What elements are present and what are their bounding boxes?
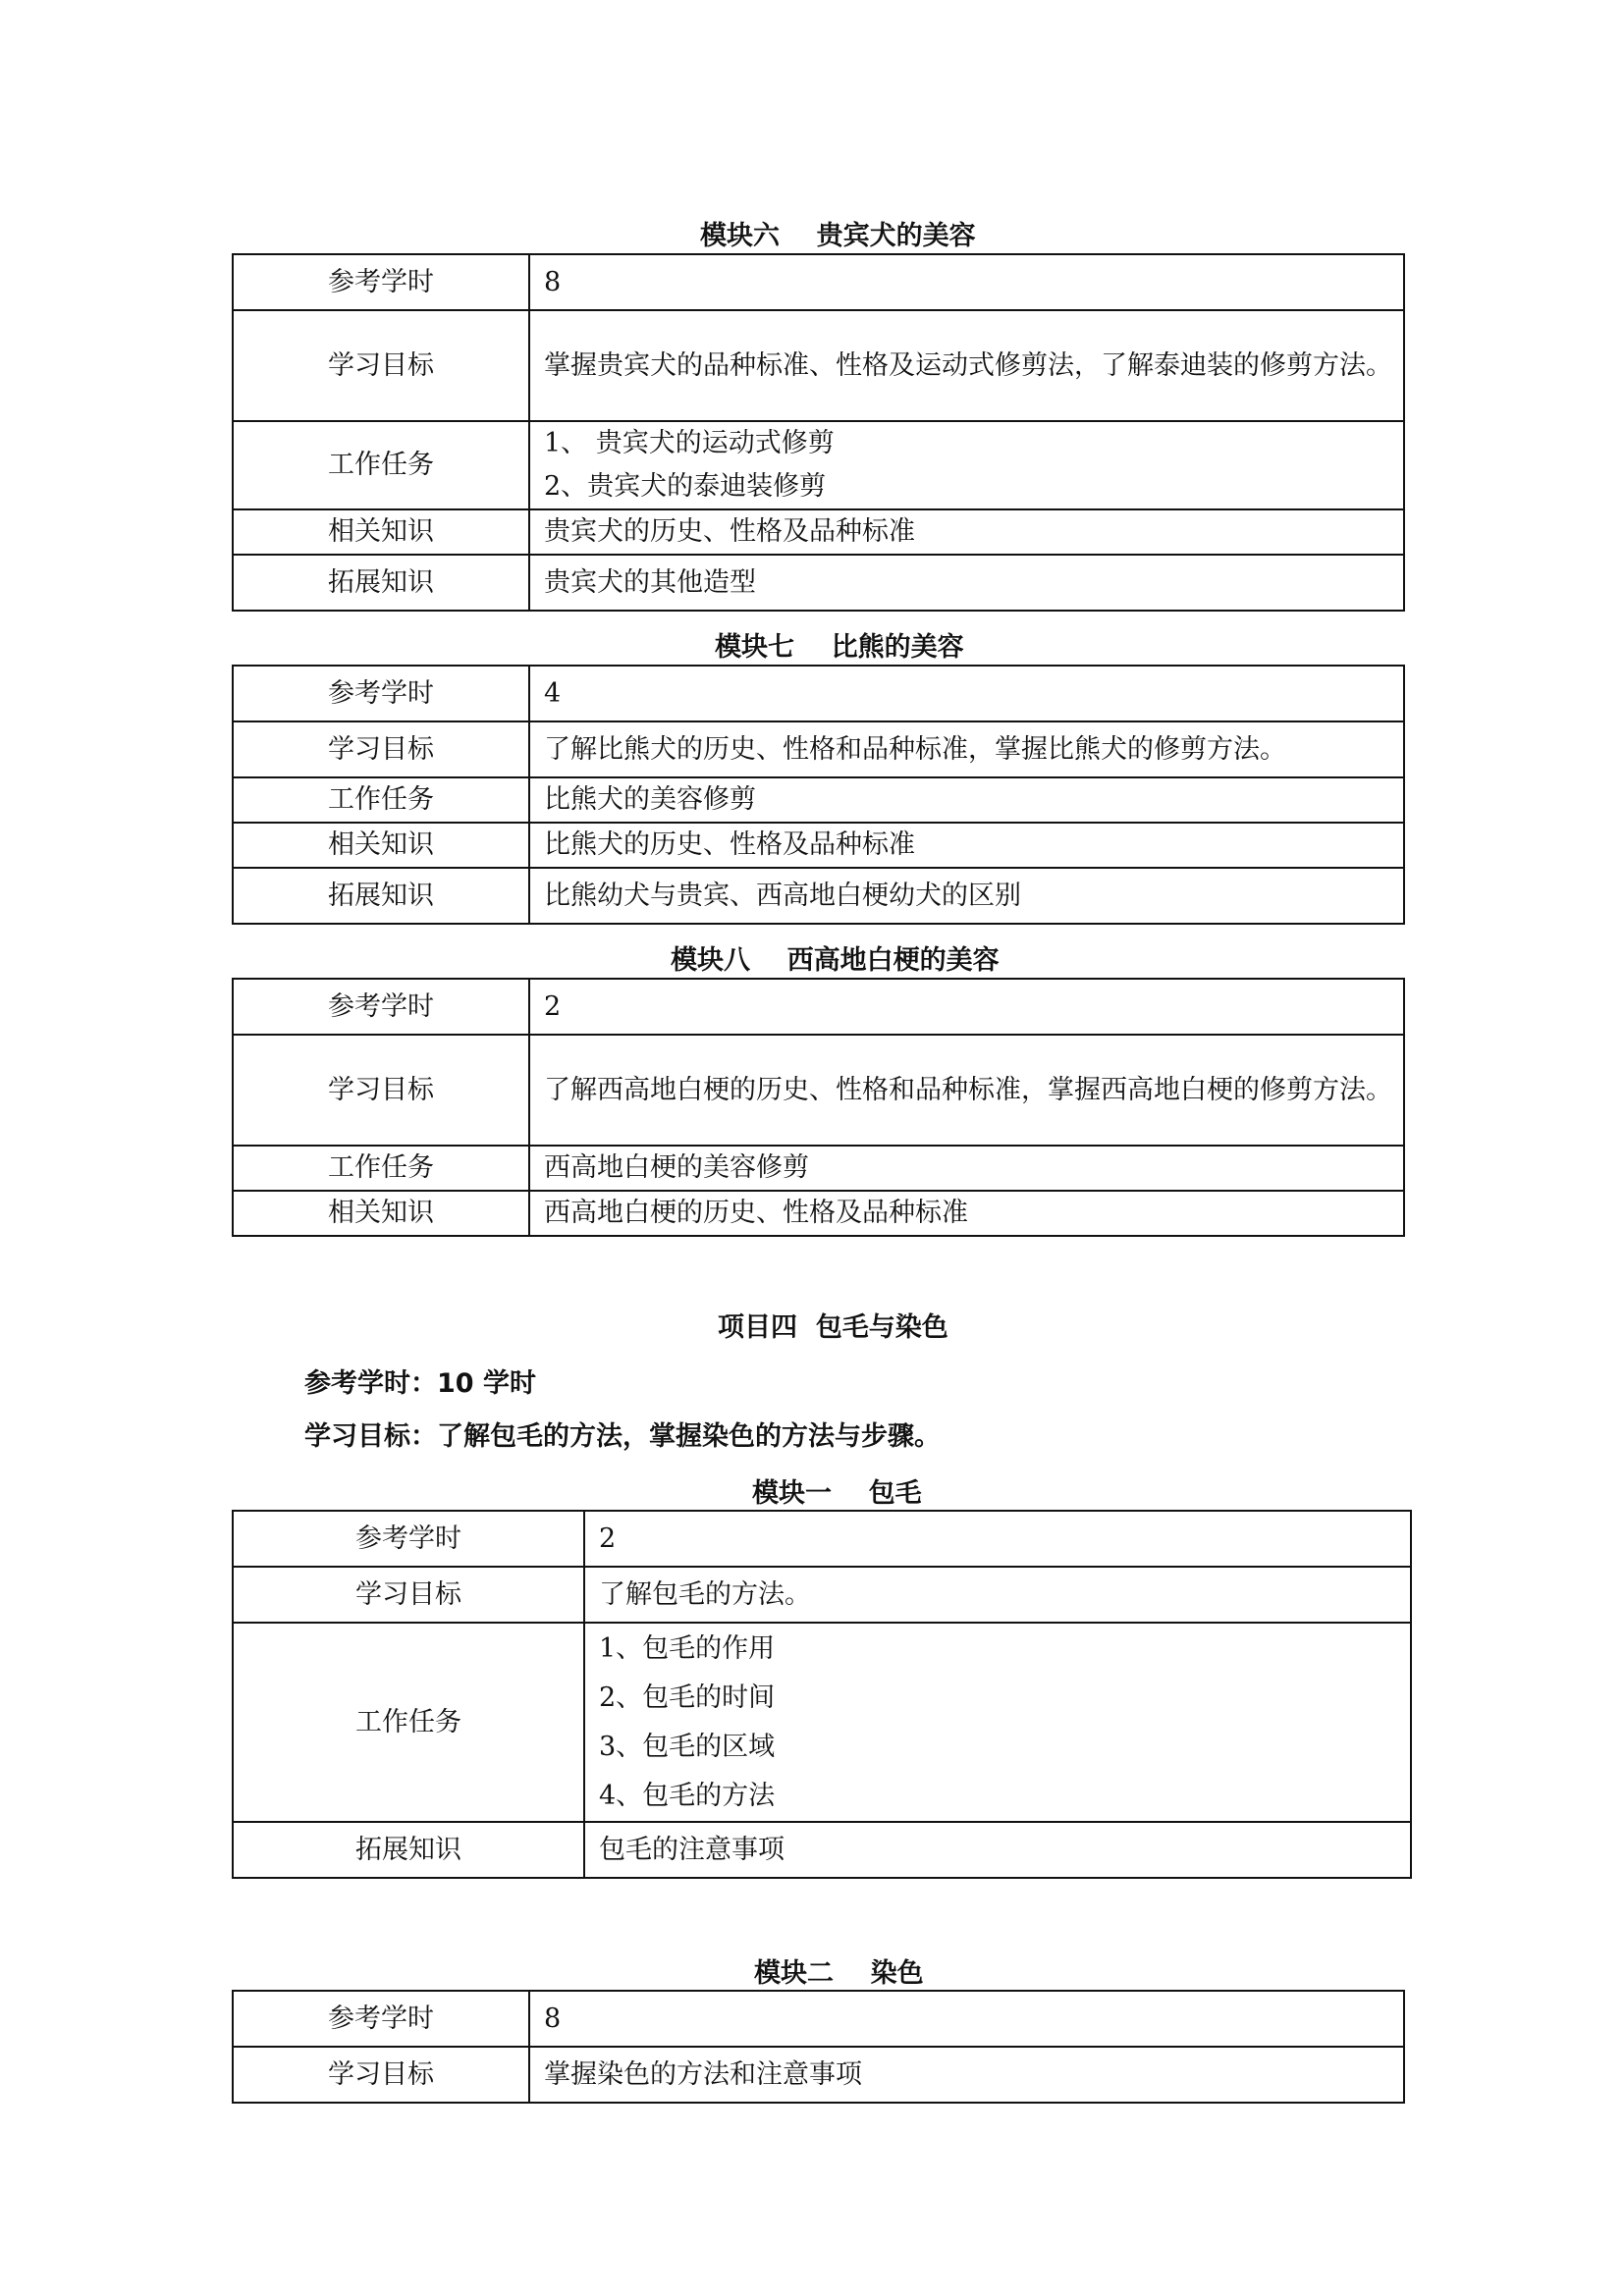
hours-label: 参考学时 [233, 1991, 529, 2047]
table-row [233, 310, 1404, 421]
task-label: 工作任务 [233, 777, 529, 823]
project4-title: 项目四 包毛与染色 [718, 1312, 948, 1343]
table-row [233, 1146, 1404, 1191]
task-label: 工作任务 [233, 1146, 529, 1191]
table-row [233, 1991, 1404, 2047]
table-row [233, 509, 1404, 555]
table-row [233, 1191, 1404, 1236]
goal-value: 了解比熊犬的历史、性格和品种标准，掌握比熊犬的修剪方法。 [529, 721, 1404, 777]
goal-value: 掌握贵宾犬的品种标准、性格及运动式修剪法，了解泰迪装的修剪方法。 [529, 310, 1404, 421]
hours-value: 4 [529, 666, 1404, 721]
table-row [233, 979, 1404, 1035]
module8-title: 模块八 西高地白梗的美容 [671, 945, 1000, 976]
goal-label: 学习目标 [233, 721, 529, 777]
task-item: 1、 贵宾犬的运动式修剪 [544, 428, 835, 458]
table-row [233, 823, 1404, 868]
task-label: 工作任务 [233, 1623, 584, 1822]
task-value: 比熊犬的美容修剪 [529, 777, 1404, 823]
extend-value: 贵宾犬的其他造型 [529, 555, 1404, 611]
goal-label: 学习目标 [233, 1035, 529, 1146]
module6-table [232, 253, 1405, 612]
goal-label: 学习目标 [233, 310, 529, 421]
extend-value: 比熊幼犬与贵宾、西高地白梗幼犬的区别 [529, 868, 1404, 924]
hours-label: 参考学时 [233, 979, 529, 1035]
table-row [233, 721, 1404, 777]
hours-label: 参考学时 [233, 666, 529, 721]
module7-title: 模块七 比熊的美容 [715, 632, 964, 663]
table-row [233, 1623, 1411, 1822]
goal-value: 掌握染色的方法和注意事项 [529, 2047, 1404, 2103]
hours-value: 2 [529, 979, 1404, 1035]
goal-label: 学习目标 [233, 2047, 529, 2103]
extend-label: 拓展知识 [233, 868, 529, 924]
table-row [233, 421, 1404, 509]
module7-table [232, 665, 1405, 925]
hours-value: 8 [529, 254, 1404, 310]
goal-value: 了解西高地白梗的历史、性格和品种标准，掌握西高地白梗的修剪方法。 [529, 1035, 1404, 1146]
table-row [233, 1035, 1404, 1146]
project4-goal: 学习目标：了解包毛的方法，掌握染色的方法与步骤。 [304, 1421, 941, 1452]
related-value: 西高地白梗的历史、性格及品种标准 [529, 1191, 1404, 1236]
related-value: 比熊犬的历史、性格及品种标准 [529, 823, 1404, 868]
table-row [233, 555, 1404, 611]
task-item: 2、贵宾犬的泰迪装修剪 [544, 471, 827, 502]
task-item: 1、包毛的作用 [599, 1632, 776, 1664]
task-item: 3、包毛的区域 [599, 1731, 776, 1762]
task-list [584, 1623, 1411, 1822]
hours-value: 8 [529, 1991, 1404, 2047]
table-row [233, 1511, 1411, 1567]
moduleA-title: 模块一 包毛 [752, 1478, 922, 1509]
extend-value: 包毛的注意事项 [584, 1822, 1411, 1878]
related-label: 相关知识 [233, 823, 529, 868]
table-row [233, 868, 1404, 924]
task-item: 2、包毛的时间 [599, 1682, 776, 1713]
goal-value: 了解包毛的方法。 [584, 1567, 1411, 1623]
module8-table [232, 978, 1405, 1237]
task-item: 4、包毛的方法 [599, 1780, 776, 1811]
task-label: 工作任务 [233, 421, 529, 509]
table-row [233, 254, 1404, 310]
project4-hours: 参考学时：10 学时 [304, 1368, 536, 1399]
moduleA-table [232, 1510, 1412, 1879]
goal-label: 学习目标 [233, 1567, 584, 1623]
task-value: 西高地白梗的美容修剪 [529, 1146, 1404, 1191]
hours-label: 参考学时 [233, 254, 529, 310]
table-row [233, 777, 1404, 823]
moduleB-table [232, 1990, 1405, 2104]
hours-label: 参考学时 [233, 1511, 584, 1567]
table-row [233, 666, 1404, 721]
task-list [529, 421, 1404, 509]
table-row [233, 2047, 1404, 2103]
hours-value: 2 [584, 1511, 1411, 1567]
extend-label: 拓展知识 [233, 555, 529, 611]
extend-label: 拓展知识 [233, 1822, 584, 1878]
table-row [233, 1567, 1411, 1623]
module6-title: 模块六 贵宾犬的美容 [700, 221, 976, 251]
table-row [233, 1822, 1411, 1878]
related-label: 相关知识 [233, 1191, 529, 1236]
moduleB-title: 模块二 染色 [754, 1958, 924, 1989]
related-value: 贵宾犬的历史、性格及品种标准 [529, 509, 1404, 555]
related-label: 相关知识 [233, 509, 529, 555]
